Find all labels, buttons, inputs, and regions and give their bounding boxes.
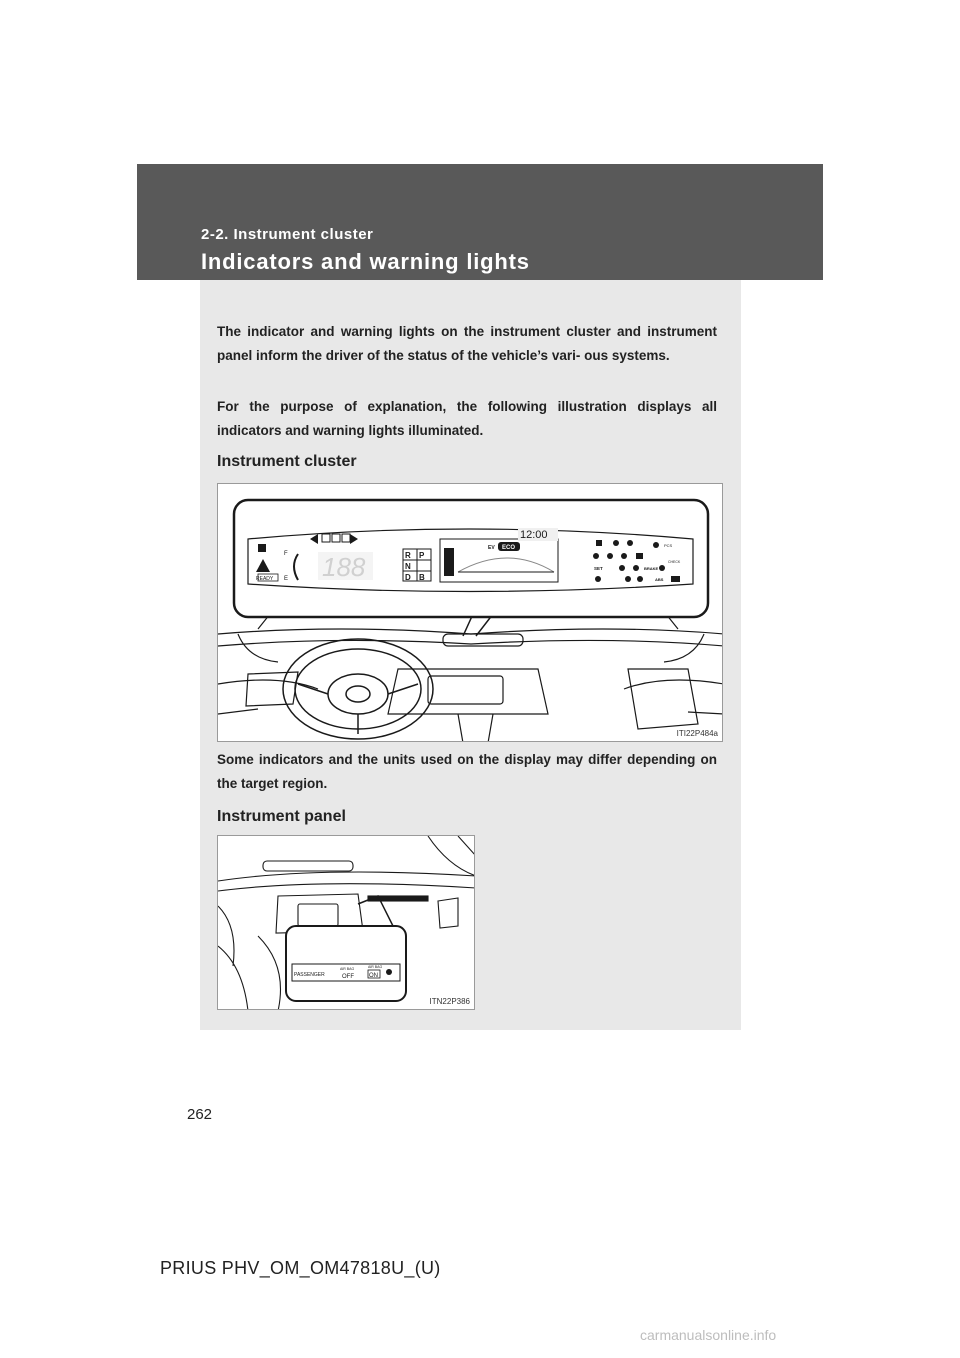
intro-paragraph-1: The indicator and warning lights on the instrument cluster and instrument panel inform the driver of the status of the vehicle’s vari- ous systems. xyxy=(217,324,717,363)
instrument-cluster-figure xyxy=(217,483,723,742)
ready-label: READY xyxy=(256,576,274,582)
airbag-off-label: OFF xyxy=(342,974,354,980)
speed-readout: 188 xyxy=(322,552,366,582)
section-header xyxy=(137,164,823,280)
page-title: Indicators and warning lights xyxy=(201,249,530,274)
set-label: SET xyxy=(594,566,603,571)
document-id: PRIUS PHV_OM_OM47818U_(U) xyxy=(160,1258,441,1278)
ev-indicator: EV xyxy=(488,545,495,551)
fuel-full-label: F xyxy=(284,551,288,557)
instrument-cluster-heading: Instrument cluster xyxy=(217,453,357,470)
gear-d: D xyxy=(405,573,411,582)
gear-n: N xyxy=(405,562,411,571)
instrument-cluster-illustration xyxy=(218,484,723,742)
panel-figure-code: ITN22P386 xyxy=(429,997,470,1006)
watermark: carmanualsonline.info xyxy=(640,1327,777,1343)
pcs-label: PCS xyxy=(664,543,673,548)
clock-readout: 12:00 xyxy=(520,529,548,541)
brake-label: BRAKE xyxy=(644,566,659,571)
instrument-panel-illustration xyxy=(218,836,475,1010)
airbag-off-caption: AIR BAG xyxy=(340,967,355,971)
instrument-panel-heading: Instrument panel xyxy=(217,808,346,825)
page-number: 262 xyxy=(187,1106,213,1123)
fuel-empty-label: E xyxy=(284,576,289,582)
intro-paragraph-2: For the purpose of explanation, the following illustration displays all indicators and warning lights illuminated. xyxy=(217,399,717,438)
check-label: CHECK xyxy=(668,560,681,564)
gear-p: P xyxy=(419,551,425,560)
eco-indicator: ECO xyxy=(502,545,516,551)
passenger-label: PASSENGER xyxy=(294,972,325,978)
gear-r: R xyxy=(405,551,411,560)
section-label: 2-2. Instrument cluster xyxy=(201,226,374,243)
region-note: Some indicators and the units used on the display may differ depending on the target region. xyxy=(217,752,717,791)
content-box xyxy=(200,280,741,1030)
instrument-panel-figure xyxy=(217,835,475,1010)
airbag-on-caption: AIR BAG xyxy=(368,965,383,969)
abs-label: ABS xyxy=(655,577,664,582)
airbag-on-label: ON xyxy=(369,973,378,979)
cluster-figure-code: ITI22P484a xyxy=(676,729,718,738)
gear-b: B xyxy=(419,573,425,582)
